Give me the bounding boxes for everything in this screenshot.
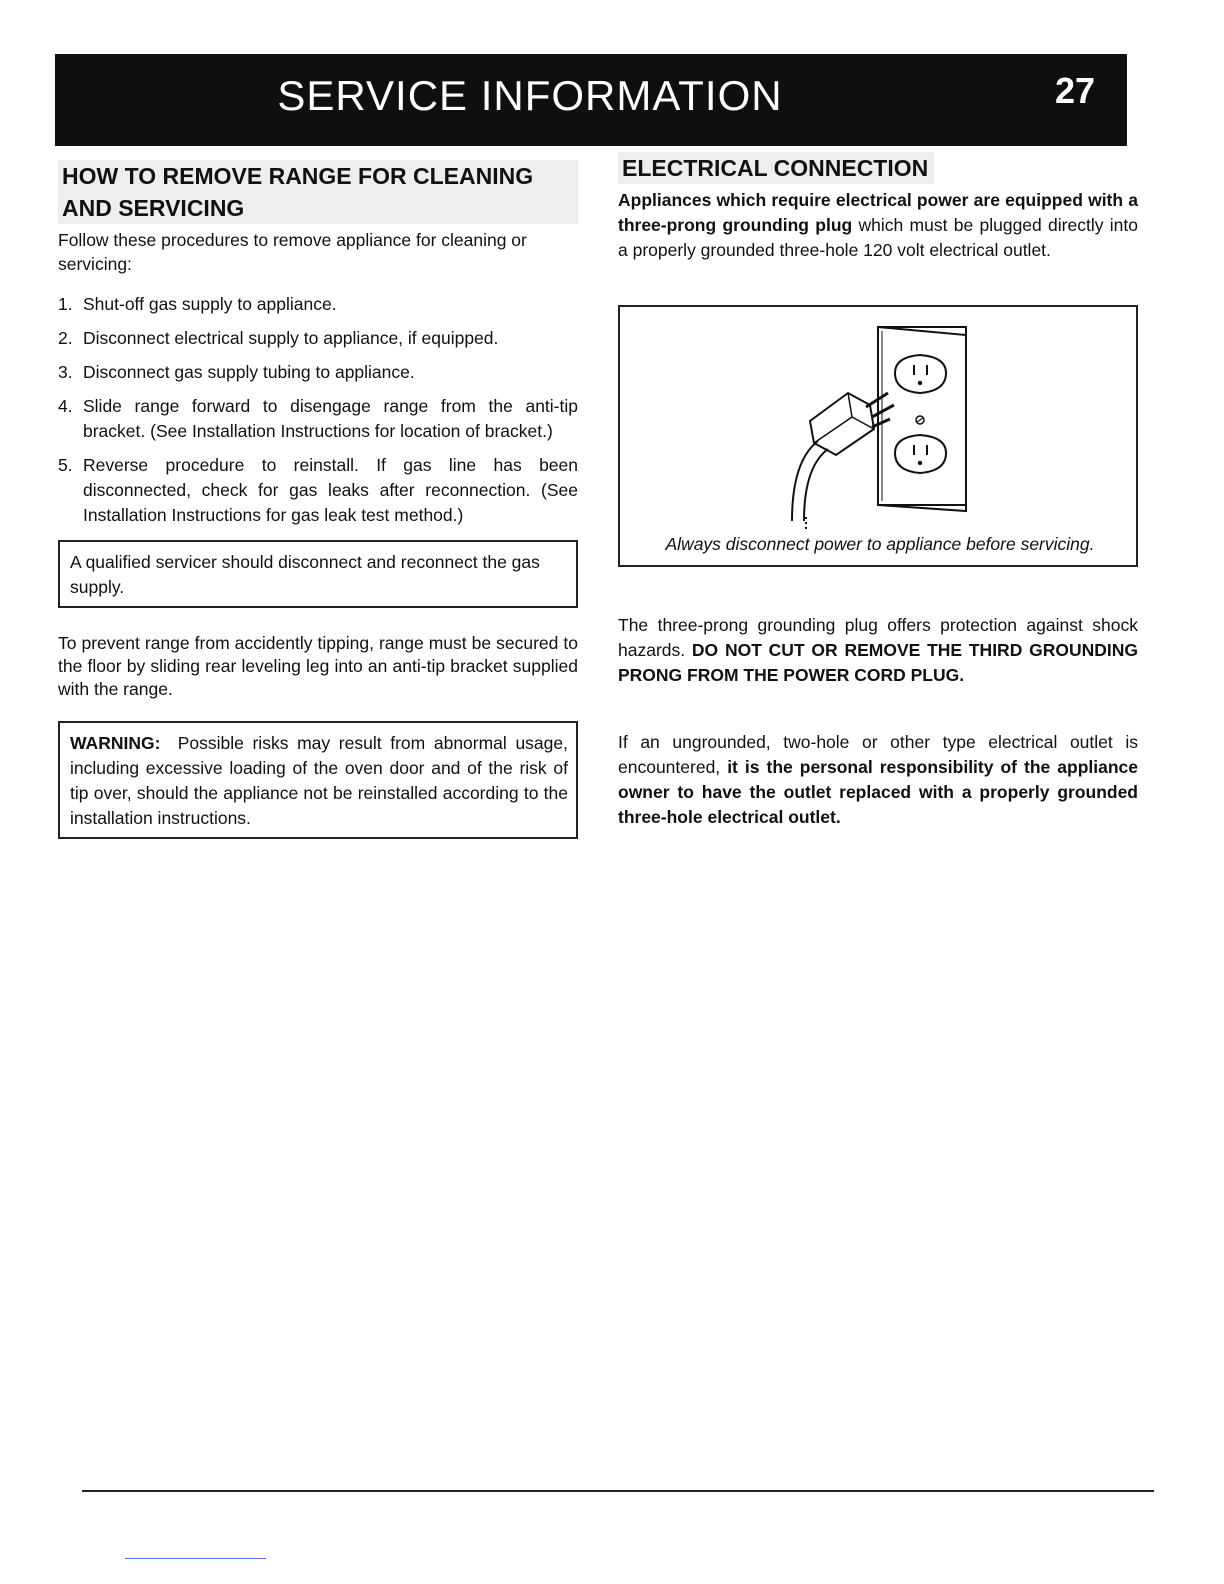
- grounding-text: The three-prong grounding plug offers protection against shock hazards.: [618, 615, 1138, 660]
- right-column: [618, 152, 1138, 830]
- warning-box: [58, 721, 578, 839]
- step-text: Slide range forward to disengage range from the anti-tip bracket. (See Installation Instructions for location of bracket.): [83, 396, 578, 441]
- list-item: [58, 326, 578, 351]
- grounding-paragraph: [618, 613, 1138, 688]
- page-number: 27: [1054, 70, 1095, 111]
- bottom-accent-line: [125, 1558, 266, 1559]
- step-number: 4.: [58, 396, 73, 416]
- procedure-steps: [58, 292, 578, 528]
- header-bar: [55, 54, 1127, 146]
- list-item: [58, 453, 578, 528]
- step-number: 1.: [58, 294, 73, 314]
- step-text: Disconnect electrical supply to appliance, if equipped.: [83, 328, 499, 348]
- plug-figure-box: [618, 305, 1138, 567]
- step-text: Shut-off gas supply to appliance.: [83, 294, 337, 314]
- figure-caption: Always disconnect power to appliance before servicing.: [665, 534, 1095, 554]
- step-text: Reverse procedure to reinstall. If gas line has been disconnected, check for gas leaks after reconnection. (See Installation Instructions for gas leak test method.): [83, 455, 578, 525]
- warning-text: Possible risks may result from abnormal usage, including excessive loading of the oven door and of the risk of tip over, should the appliance not be reinstalled according to the installation instructions.: [70, 733, 568, 828]
- warning-label: WARNING:: [70, 733, 161, 753]
- step-text: Disconnect gas supply tubing to appliance.: [83, 362, 415, 382]
- step-number: 3.: [58, 362, 73, 382]
- intro-paragraph: Follow these procedures to remove appliance for cleaning or servicing:: [58, 230, 527, 274]
- ungrounded-responsibility: it is the personal responsibility of the appliance owner to have the outlet replaced with a properly grounded three-hole electrical outlet.: [618, 757, 1139, 827]
- list-item: [58, 360, 578, 385]
- step-number: 2.: [58, 328, 73, 348]
- electrical-intro: [618, 188, 1138, 263]
- list-item: [58, 394, 578, 444]
- electrical-intro-bold: Appliances which require electrical power are equipped with a three-prong grounding plug: [618, 190, 1138, 235]
- left-column: [58, 160, 578, 839]
- ungrounded-paragraph: [618, 730, 1138, 830]
- plug-outlet-illustration-icon: [770, 321, 990, 531]
- section-heading-electrical: ELECTRICAL CONNECTION: [618, 152, 1138, 184]
- step-number: 5.: [58, 455, 73, 475]
- footer-divider: [82, 1490, 1154, 1492]
- list-item: [58, 292, 578, 317]
- anti-tip-paragraph: To prevent range from accidently tipping, range must be secured to the floor by sliding rear leveling leg into an anti-tip bracket supplied with the range.: [58, 633, 578, 699]
- page-title: SERVICE INFORMATION: [277, 72, 783, 119]
- section-heading-remove-range: HOW TO REMOVE RANGE FOR CLEANING AND SERVICING: [58, 160, 578, 224]
- electrical-intro-rest: which must be plugged directly into a properly grounded three-hole 120 volt electrical outlet.: [618, 215, 1138, 260]
- ungrounded-text: If an ungrounded, two-hole or other type electrical outlet is encountered,: [618, 732, 1138, 777]
- qualified-servicer-note: A qualified servicer should disconnect and reconnect the gas supply.: [58, 540, 578, 608]
- grounding-warning: DO NOT CUT OR REMOVE THE THIRD GROUNDING PRONG FROM THE POWER CORD PLUG.: [618, 640, 1138, 685]
